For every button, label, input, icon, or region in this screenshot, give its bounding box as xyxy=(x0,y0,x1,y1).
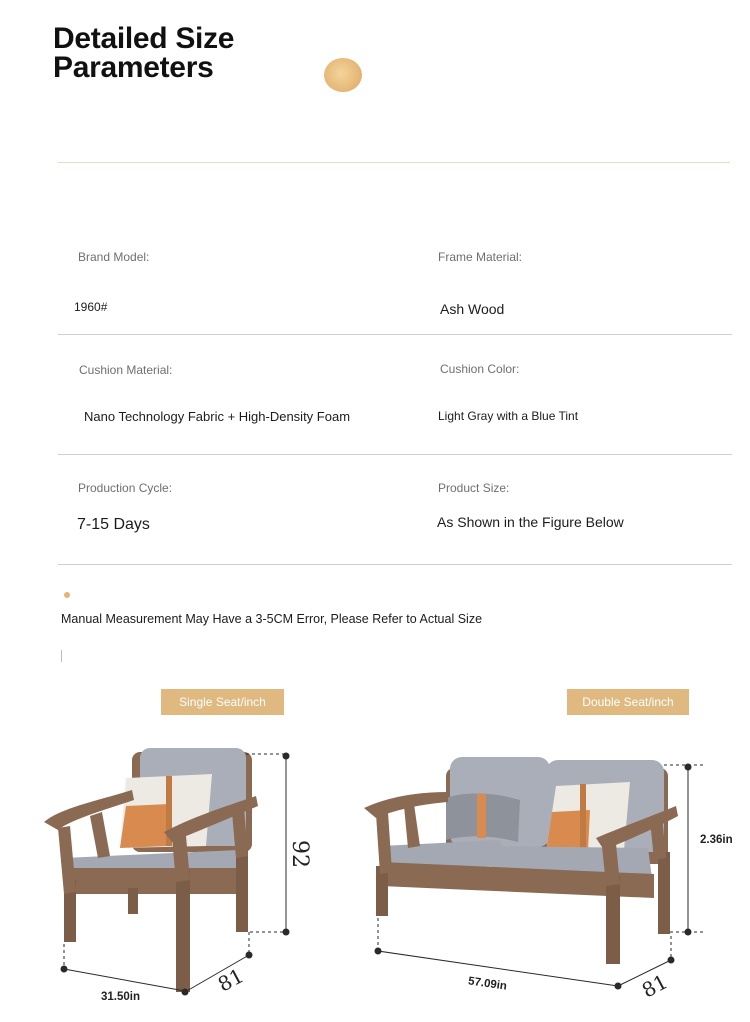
single-height-label: 92 xyxy=(287,840,312,868)
brand-model-label: Brand Model: xyxy=(78,250,150,264)
production-cycle-label: Production Cycle: xyxy=(78,481,173,495)
single-seat-tag: Single Seat/inch xyxy=(161,689,284,715)
title-line-1: Detailed Size xyxy=(53,22,235,55)
double-seat-tag: Double Seat/inch xyxy=(567,689,689,715)
single-depth-label: 81 xyxy=(213,963,248,997)
frame-material-value: Ash Wood xyxy=(440,301,505,317)
title-line-2: Parameters xyxy=(53,51,214,84)
double-depth-label: 81 xyxy=(637,969,672,1003)
production-cycle-value: 7-15 Days xyxy=(77,516,150,533)
double-height-label: 2.36in xyxy=(700,834,733,846)
frame-material-label: Frame Material: xyxy=(438,250,523,264)
single-width-label: 31.50in xyxy=(101,991,140,1003)
double-width-label: 57.09in xyxy=(467,975,508,993)
brand-model-value: 1960# xyxy=(74,300,108,314)
cushion-color-label: Cushion Color: xyxy=(440,362,520,376)
cushion-material-label: Cushion Material: xyxy=(79,363,173,377)
double-sofa-image xyxy=(364,757,678,964)
cushion-color-value: Light Gray with a Blue Tint xyxy=(438,409,579,423)
cushion-material-value: Nano Technology Fabric + High-Density Foam xyxy=(84,409,351,424)
single-armchair-image xyxy=(44,748,258,992)
measurement-note: Manual Measurement May Have a 3-5CM Error, Please Refer to Actual Size xyxy=(61,612,483,626)
product-size-value: As Shown in the Figure Below xyxy=(437,514,624,530)
product-size-label: Product Size: xyxy=(438,481,510,495)
